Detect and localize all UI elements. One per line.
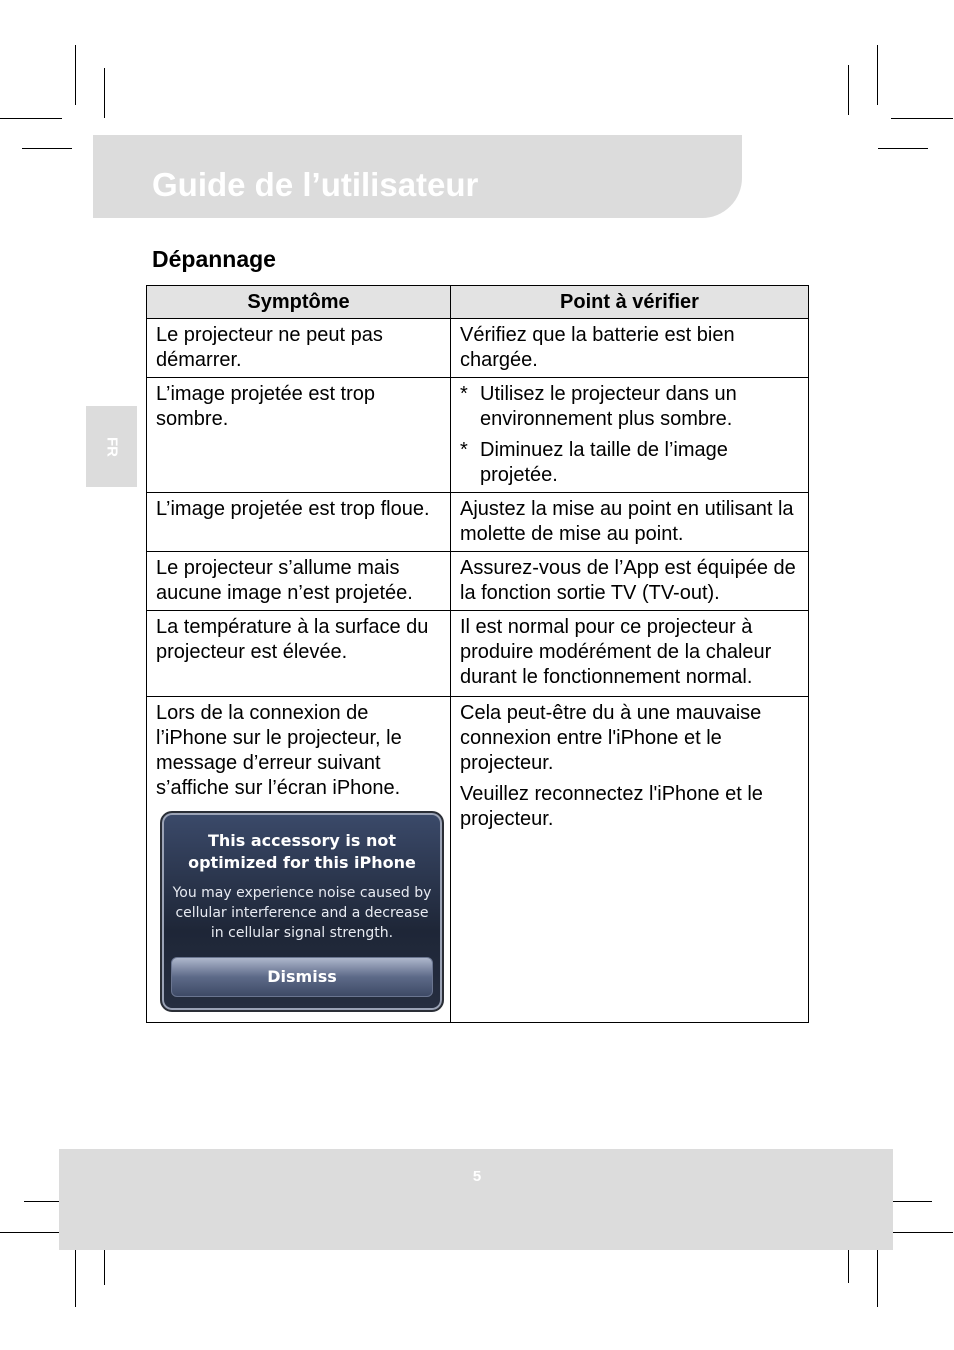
check-cell: Assurez-vous de l’App est équipée de la fonction sortie TV (TV-out). bbox=[451, 552, 809, 611]
column-header-symptom: Symptôme bbox=[147, 286, 451, 319]
bullet-item bbox=[460, 438, 800, 488]
bullet-marker: * bbox=[460, 383, 468, 405]
symptom-cell: La température à la surface du projecteur est élevée. bbox=[147, 611, 451, 697]
bullet-text: Utilisez le projecteur dans un environnement plus sombre. bbox=[480, 383, 737, 430]
alert-message: You may experience noise caused by cellular interference and a decrease in cellular signal strength. bbox=[172, 885, 432, 941]
table-header-row bbox=[147, 286, 809, 319]
symptom-text: Lors de la connexion de l’iPhone sur le projecteur, le message d’erreur suivant s’affiche sur l’écran iPhone. bbox=[156, 702, 402, 799]
alert-title: This accessory is not optimized for this iPhone bbox=[188, 831, 416, 872]
language-tab-label: FR bbox=[103, 436, 120, 457]
table-row bbox=[147, 493, 809, 552]
check-cell: Vérifiez que la batterie est bien chargée. bbox=[451, 319, 809, 378]
page-title: Guide de l’utilisateur bbox=[152, 166, 479, 203]
section-title: Dépannage bbox=[152, 246, 276, 272]
table-row bbox=[147, 611, 809, 697]
symptom-cell: L’image projetée est trop sombre. bbox=[147, 378, 451, 493]
iphone-alert-screenshot bbox=[160, 811, 444, 1012]
language-tab bbox=[86, 406, 137, 487]
symptom-cell: L’image projetée est trop floue. bbox=[147, 493, 451, 552]
alert-dismiss-button: Dismiss bbox=[171, 957, 433, 997]
symptom-cell: Le projecteur ne peut pas démarrer. bbox=[147, 319, 451, 378]
bullet-item bbox=[460, 382, 800, 432]
symptom-cell: Le projecteur s’allume mais aucune image n’est projetée. bbox=[147, 552, 451, 611]
symptom-cell bbox=[147, 697, 451, 1023]
check-cell bbox=[451, 697, 809, 1023]
troubleshooting-table bbox=[146, 285, 809, 1023]
check-cell: Ajustez la mise au point en utilisant la molette de mise au point. bbox=[451, 493, 809, 552]
bullet-marker: * bbox=[460, 439, 468, 461]
page-number: 5 bbox=[472, 1168, 482, 1185]
check-cell bbox=[451, 378, 809, 493]
check-paragraph: Veuillez reconnectez l'iPhone et le projecteur. bbox=[460, 783, 763, 830]
table-row bbox=[147, 319, 809, 378]
footer-band bbox=[59, 1149, 893, 1250]
table-row bbox=[147, 697, 809, 1023]
bullet-text: Diminuez la taille de l’image projetée. bbox=[480, 439, 728, 486]
column-header-check: Point à vérifier bbox=[451, 286, 809, 319]
check-cell: Il est normal pour ce projecteur à produire modérément de la chaleur durant le fonctionnement normal. bbox=[451, 611, 809, 697]
table-row bbox=[147, 552, 809, 611]
check-paragraph: Cela peut-être du à une mauvaise connexion entre l'iPhone et le projecteur. bbox=[460, 702, 762, 774]
table-row bbox=[147, 378, 809, 493]
